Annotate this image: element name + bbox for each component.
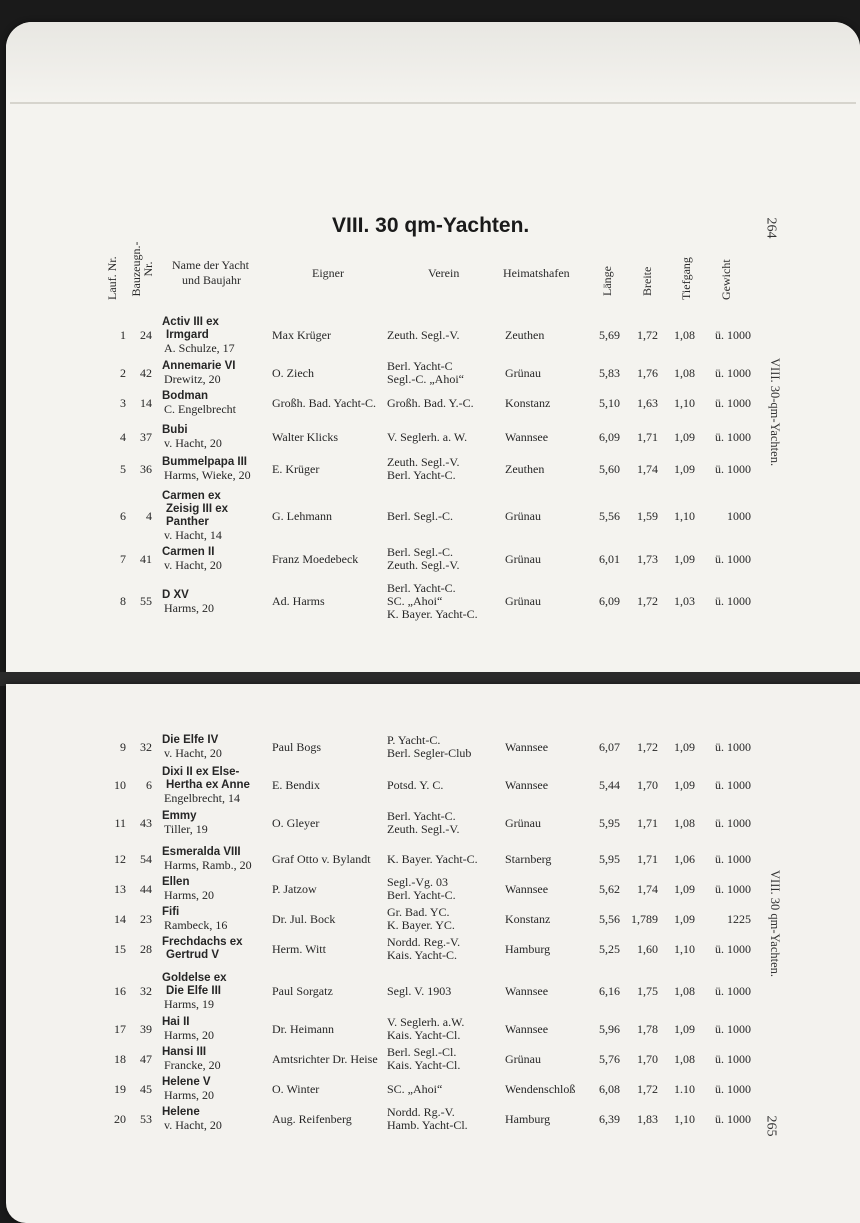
- yacht-name-cell: [162, 1106, 222, 1132]
- club-cell: [387, 936, 460, 962]
- builder-year: A. Schulze, 17: [164, 341, 235, 355]
- club-cell: [387, 397, 474, 410]
- home-port: Grünau: [505, 365, 541, 380]
- yacht-name: Bodman: [162, 390, 208, 402]
- home-port: Grünau: [505, 508, 541, 523]
- yacht-name: Die Elfe III: [166, 985, 221, 997]
- home-port: Wannsee: [505, 739, 549, 754]
- yacht-name-cell: [162, 456, 251, 482]
- length: 5,83: [599, 365, 620, 380]
- club: Berl. Yacht-C.: [387, 581, 456, 595]
- width: 1,73: [637, 551, 658, 566]
- yacht-name: Hertha ex Anne: [166, 779, 250, 791]
- header-name-line2: und Baujahr: [182, 273, 241, 287]
- draft: 1,09: [674, 1021, 695, 1036]
- draft: 1,09: [674, 551, 695, 566]
- draft: 1,10: [674, 941, 695, 956]
- build-number: 36: [140, 461, 152, 476]
- builder-year: Drewitz, 20: [164, 372, 221, 386]
- yacht-name-cell: [162, 1046, 221, 1072]
- draft: 1,10: [674, 395, 695, 410]
- club: K. Bayer. Yacht-C.: [387, 607, 478, 621]
- yacht-name: Esmeralda VIII: [162, 846, 241, 858]
- yacht-name: Dixi II ex Else-: [162, 766, 240, 778]
- owner: Paul Sorgatz: [272, 984, 333, 998]
- row-number: 1: [120, 328, 126, 342]
- club: Zeuth. Segl.-V.: [387, 455, 460, 469]
- length: 5,44: [599, 778, 620, 792]
- club: Berl. Yacht-C: [387, 359, 453, 373]
- yacht-name-cell: [162, 876, 214, 902]
- row-number: 9: [120, 739, 126, 754]
- weight: ü. 1000: [715, 1021, 751, 1036]
- length: 6,01: [599, 551, 620, 566]
- builder-year: v. Hacht, 20: [164, 1118, 222, 1132]
- draft: 1,03: [674, 594, 695, 608]
- club: Nordd. Reg.-V.: [387, 935, 461, 949]
- club: Hamb. Yacht-Cl.: [387, 1118, 468, 1132]
- club: Berl. Segl.-C.: [387, 508, 453, 523]
- owner: Graf Otto v. Bylandt: [272, 851, 371, 866]
- draft: 1,09: [674, 739, 695, 754]
- club: Nordd. Rg.-V.: [387, 1105, 455, 1119]
- yacht-name: Helene V: [162, 1076, 211, 1088]
- build-number: 39: [140, 1021, 152, 1036]
- header-width: Breite: [640, 266, 654, 296]
- length: 5,69: [599, 328, 620, 342]
- club: Segl. V. 1903: [387, 984, 452, 998]
- row-number: 5: [120, 461, 126, 476]
- header-name-line1: Name der Yacht: [172, 258, 249, 272]
- yacht-name: Carmen ex: [162, 490, 221, 502]
- owner: O. Gleyer: [272, 815, 320, 830]
- length: 5,60: [599, 461, 620, 476]
- home-port: Wannsee: [505, 1021, 549, 1036]
- yacht-name: Frechdachs ex: [162, 936, 243, 948]
- builder-year: Engelbrecht, 14: [164, 791, 240, 805]
- club: Potsd. Y. C.: [387, 778, 444, 792]
- yacht-name: Helene: [162, 1106, 200, 1118]
- builder-year: C. Engelbrecht: [164, 402, 236, 416]
- yacht-name: Panther: [166, 516, 209, 528]
- builder-year: v. Hacht, 14: [164, 528, 222, 542]
- yacht-name-cell: [162, 390, 236, 416]
- weight: ü. 1000: [715, 461, 751, 476]
- club: K. Bayer. YC.: [387, 918, 455, 932]
- yacht-name-cell: [162, 316, 235, 355]
- club: Kais. Yacht-Cl.: [387, 1058, 461, 1072]
- club: Großh. Bad. Y.-C.: [387, 395, 474, 410]
- weight: ü. 1000: [715, 1051, 751, 1066]
- draft: 1,08: [674, 1051, 695, 1066]
- row-number: 8: [120, 594, 126, 608]
- row-number: 19: [114, 1081, 126, 1096]
- build-number: 47: [140, 1051, 152, 1066]
- build-number: 6: [146, 778, 152, 792]
- draft: 1,08: [674, 365, 695, 380]
- club-cell: [387, 1046, 460, 1072]
- builder-year: Harms, 20: [164, 1088, 214, 1102]
- yacht-name: Bubi: [162, 424, 188, 436]
- weight: ü. 1000: [715, 941, 751, 956]
- weight: 1225: [727, 911, 751, 926]
- club: Berl. Yacht-C.: [387, 468, 456, 482]
- owner: Großh. Bad. Yacht-C.: [272, 395, 376, 410]
- build-number: 32: [140, 739, 152, 754]
- home-port: Wannsee: [505, 429, 549, 444]
- builder-year: v. Hacht, 20: [164, 558, 222, 572]
- weight: ü. 1000: [715, 984, 751, 998]
- owner: E. Bendix: [272, 778, 320, 792]
- home-port: Wannsee: [505, 778, 549, 792]
- length: 5,56: [599, 508, 620, 523]
- yacht-name: Zeisig III ex: [166, 503, 228, 515]
- build-number: 42: [140, 365, 152, 380]
- club: SC. „Ahoi“: [387, 1081, 443, 1096]
- weight: ü. 1000: [715, 739, 751, 754]
- club-cell: [387, 779, 443, 792]
- length: 5,95: [599, 851, 620, 866]
- yacht-name-cell: [162, 589, 214, 615]
- row-number: 13: [114, 881, 126, 896]
- draft: 1,10: [674, 508, 695, 523]
- club-cell: [387, 1016, 464, 1042]
- club: Berl. Yacht-C.: [387, 809, 456, 823]
- weight: ü. 1000: [715, 594, 751, 608]
- length: 5,96: [599, 1021, 620, 1036]
- header-weight: Gewicht: [719, 259, 733, 300]
- row-number: 4: [120, 429, 126, 444]
- draft: 1.10: [674, 1081, 695, 1096]
- home-port: Hamburg: [505, 1111, 551, 1126]
- builder-year: Tiller, 19: [164, 822, 208, 836]
- home-port: Wannsee: [505, 881, 549, 896]
- home-port: Konstanz: [505, 911, 551, 926]
- weight: ü. 1000: [715, 429, 751, 444]
- club-cell: [387, 734, 471, 760]
- club: P. Yacht-C.: [387, 733, 441, 747]
- draft: 1,06: [674, 851, 695, 866]
- width: 1,70: [637, 1051, 658, 1066]
- row-number: 6: [120, 508, 126, 523]
- page-number-top: 264: [763, 217, 779, 239]
- width: 1,63: [637, 395, 658, 410]
- row-number: 3: [120, 395, 126, 410]
- home-port: Wendenschloß: [505, 1081, 576, 1096]
- owner: Dr. Jul. Bock: [272, 911, 336, 926]
- club: Berl. Segl.-C.: [387, 545, 453, 559]
- owner: Ad. Harms: [272, 594, 325, 608]
- side-title-top: VIII. 30-qm-Yachten.: [768, 358, 782, 467]
- club-cell: [387, 1083, 442, 1096]
- width: 1,83: [637, 1111, 658, 1126]
- length: 5,56: [599, 911, 620, 926]
- build-number: 41: [140, 551, 152, 566]
- build-number: 32: [140, 984, 152, 998]
- yacht-name-cell: [162, 936, 243, 962]
- width: 1,71: [637, 429, 658, 444]
- row-number: 12: [114, 851, 126, 866]
- club: Zeuth. Segl.-V.: [387, 822, 460, 836]
- page-number-bottom: 265: [763, 1115, 779, 1137]
- draft: 1,08: [674, 984, 695, 998]
- home-port: Konstanz: [505, 395, 551, 410]
- length: 5,76: [599, 1051, 620, 1066]
- home-port: Hamburg: [505, 941, 551, 956]
- header-depth: Tiefgang: [679, 257, 693, 300]
- build-number: 54: [140, 851, 152, 866]
- build-number: 14: [140, 395, 152, 410]
- yacht-name: D XV: [162, 588, 189, 601]
- builder-year: Harms, 20: [164, 1028, 214, 1042]
- club: Berl. Yacht-C.: [387, 888, 456, 902]
- length: 6,16: [599, 984, 620, 998]
- header-bauzeugn-nr: Bauzeugn.-Nr.: [129, 241, 155, 297]
- club-cell: [387, 431, 467, 444]
- weight: ü. 1000: [715, 551, 751, 566]
- weight: ü. 1000: [715, 815, 751, 830]
- row-number: 11: [114, 815, 126, 830]
- owner: P. Jatzow: [272, 881, 317, 896]
- width: 1,70: [637, 778, 658, 792]
- build-number: 28: [140, 941, 152, 956]
- width: 1,74: [637, 881, 658, 896]
- home-port: Zeuthen: [505, 328, 545, 342]
- builder-year: Harms, Wieke, 20: [164, 468, 251, 482]
- length: 5,62: [599, 881, 620, 896]
- yacht-name: Bummelpapa III: [162, 456, 247, 468]
- upper-page: [6, 22, 860, 672]
- row-number: 16: [114, 984, 126, 998]
- weight: ü. 1000: [715, 328, 751, 342]
- club: SC. „Ahoi“: [387, 594, 443, 608]
- build-number: 53: [140, 1111, 152, 1126]
- yacht-name: Hansi III: [162, 1046, 207, 1058]
- club-cell: [387, 876, 456, 902]
- row-number: 18: [114, 1051, 126, 1066]
- yacht-name: Goldelse ex: [162, 972, 227, 984]
- weight: ü. 1000: [715, 851, 751, 866]
- yacht-name-cell: [162, 810, 208, 836]
- owner: G. Lehmann: [272, 508, 332, 523]
- club: Zeuth. Segl.-V.: [387, 558, 460, 572]
- row-number: 2: [120, 365, 126, 380]
- home-port: Starnberg: [505, 851, 552, 866]
- club: V. Seglerh. a.W.: [387, 1015, 465, 1029]
- build-number: 4: [146, 508, 152, 523]
- width: 1,59: [637, 508, 658, 523]
- build-number: 55: [140, 594, 152, 608]
- yacht-name-cell: [162, 766, 250, 805]
- owner: Amtsrichter Dr. Heise: [272, 1051, 378, 1066]
- weight: ü. 1000: [715, 365, 751, 380]
- home-port: Grünau: [505, 1051, 541, 1066]
- length: 6,09: [599, 594, 620, 608]
- yacht-name: Hai II: [162, 1016, 190, 1028]
- home-port: Grünau: [505, 815, 541, 830]
- draft: 1,10: [674, 1111, 695, 1126]
- yacht-name-cell: [162, 490, 228, 542]
- weight: ü. 1000: [715, 881, 751, 896]
- yacht-name-cell: [162, 846, 252, 872]
- header-length: Länge: [600, 266, 614, 296]
- owner: Max Krüger: [272, 328, 331, 342]
- club-cell: [387, 360, 464, 386]
- header-port: Heimatshafen: [503, 266, 570, 280]
- draft: 1,08: [674, 328, 695, 342]
- yacht-name-cell: [162, 424, 222, 450]
- draft: 1,09: [674, 881, 695, 896]
- club: Berl. Segler-Club: [387, 746, 472, 760]
- club: Segl.-Vg. 03: [387, 875, 448, 889]
- side-title-bottom: VIII. 30 qm-Yachten.: [768, 870, 782, 978]
- draft: 1,09: [674, 778, 695, 792]
- club: Segl.-C. „Ahoi“: [387, 372, 464, 386]
- yacht-name: Annemarie VI: [162, 360, 236, 372]
- weight: ü. 1000: [715, 778, 751, 792]
- build-number: 43: [140, 815, 152, 830]
- yacht-name-cell: [162, 972, 227, 1011]
- length: 6,07: [599, 739, 620, 754]
- header-club: Verein: [428, 266, 460, 280]
- width: 1,60: [637, 941, 658, 956]
- club: Kais. Yacht-C.: [387, 948, 458, 962]
- owner: Dr. Heimann: [272, 1021, 334, 1036]
- yacht-name: Activ III ex: [162, 316, 219, 328]
- home-port: Wannsee: [505, 984, 549, 998]
- owner: Aug. Reifenberg: [272, 1111, 352, 1126]
- row-number: 15: [114, 941, 126, 956]
- yacht-name: Die Elfe IV: [162, 734, 219, 746]
- club-cell: [387, 1106, 468, 1132]
- builder-year: Francke, 20: [164, 1058, 221, 1072]
- yacht-name-cell: [162, 734, 222, 760]
- draft: 1,09: [674, 429, 695, 444]
- length: 6,09: [599, 429, 620, 444]
- page-edge: [10, 102, 856, 104]
- builder-year: Harms, 20: [164, 600, 214, 615]
- yacht-name: Emmy: [162, 810, 197, 822]
- row-number: 14: [114, 911, 126, 926]
- yacht-name-cell: [162, 546, 222, 572]
- club-cell: [387, 810, 459, 836]
- club: K. Bayer. Yacht-C.: [387, 851, 478, 866]
- club-cell: [387, 582, 478, 621]
- width: 1,72: [637, 328, 658, 342]
- club: Zeuth. Segl.-V.: [387, 328, 460, 342]
- build-number: 45: [140, 1081, 152, 1096]
- length: 5,25: [599, 941, 620, 956]
- club-cell: [387, 456, 459, 482]
- club-cell: [387, 510, 453, 523]
- width: 1,71: [637, 815, 658, 830]
- builder-year: Harms, 19: [164, 997, 214, 1011]
- yacht-name-cell: [162, 360, 236, 386]
- draft: 1,09: [674, 911, 695, 926]
- width: 1,789: [631, 911, 658, 926]
- builder-year: v. Hacht, 20: [164, 746, 222, 760]
- builder-year: Harms, Ramb., 20: [164, 858, 252, 872]
- weight: ü. 1000: [715, 1111, 751, 1126]
- build-number: 23: [140, 911, 152, 926]
- row-number: 20: [114, 1111, 126, 1126]
- club-cell: [387, 329, 459, 342]
- builder-year: Harms, 20: [164, 888, 214, 902]
- width: 1,71: [637, 851, 658, 866]
- owner: Herm. Witt: [272, 941, 326, 956]
- club-cell: [387, 906, 455, 932]
- header-owner: Eigner: [312, 266, 344, 280]
- weight: 1000: [727, 508, 751, 523]
- draft: 1,08: [674, 815, 695, 830]
- club-cell: [387, 546, 459, 572]
- build-number: 24: [140, 328, 152, 342]
- yacht-name: Irmgard: [166, 329, 209, 341]
- yacht-name-cell: [162, 906, 227, 932]
- home-port: Grünau: [505, 551, 541, 566]
- width: 1,76: [637, 365, 658, 380]
- club-cell: [387, 853, 478, 866]
- club: Berl. Segl.-Cl.: [387, 1045, 457, 1059]
- yacht-name: Fifi: [162, 906, 180, 918]
- width: 1,72: [637, 594, 658, 608]
- length: 6,39: [599, 1111, 620, 1126]
- club-cell: [387, 985, 451, 998]
- club: Kais. Yacht-Cl.: [387, 1028, 461, 1042]
- home-port: Zeuthen: [505, 461, 545, 476]
- length: 5,10: [599, 395, 620, 410]
- row-number: 7: [120, 551, 126, 566]
- width: 1,75: [637, 984, 658, 998]
- owner: Walter Klicks: [272, 429, 339, 444]
- yacht-name: Gertrud V: [166, 949, 220, 961]
- row-number: 10: [114, 778, 126, 792]
- weight: ü. 1000: [715, 395, 751, 410]
- row-number: 17: [114, 1021, 126, 1036]
- width: 1,72: [637, 1081, 658, 1096]
- owner: Franz Moedebeck: [272, 551, 359, 566]
- build-number: 37: [140, 429, 152, 444]
- width: 1,72: [637, 739, 658, 754]
- owner: O. Ziech: [272, 365, 314, 380]
- yacht-name-cell: [162, 1076, 214, 1102]
- header-lauf-nr: Lauf. Nr.: [105, 256, 119, 300]
- length: 6,08: [599, 1081, 620, 1096]
- yacht-name-cell: [162, 1016, 214, 1042]
- home-port: Grünau: [505, 594, 541, 608]
- club: V. Seglerh. a. W.: [387, 429, 468, 444]
- length: 5,95: [599, 815, 620, 830]
- club: Gr. Bad. YC.: [387, 905, 450, 919]
- build-number: 44: [140, 881, 152, 896]
- owner: O. Winter: [272, 1081, 320, 1096]
- draft: 1,09: [674, 461, 695, 476]
- owner: Paul Bogs: [272, 739, 322, 754]
- builder-year: Rambeck, 16: [164, 918, 228, 932]
- yacht-name: Ellen: [162, 876, 190, 888]
- builder-year: v. Hacht, 20: [164, 436, 222, 450]
- section-title: VIII. 30 qm-Yachten.: [332, 214, 530, 237]
- width: 1,74: [637, 461, 658, 476]
- yacht-name: Carmen II: [162, 546, 215, 558]
- owner: E. Krüger: [272, 461, 320, 476]
- width: 1,78: [637, 1021, 658, 1036]
- weight: ü. 1000: [715, 1081, 751, 1096]
